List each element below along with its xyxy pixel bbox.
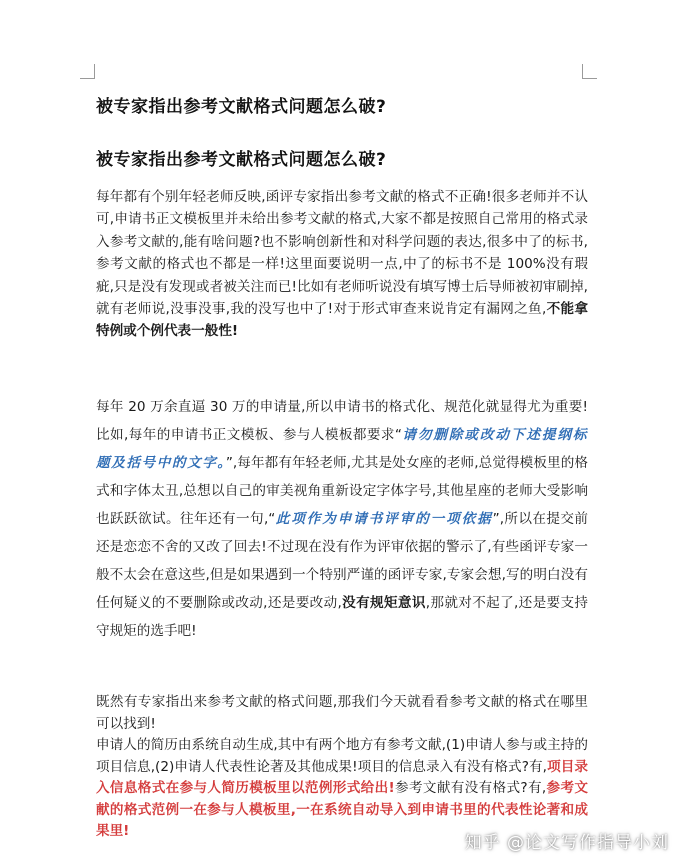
paragraph-1-bold: 不能拿特例或个例代表一般性! [96, 301, 589, 340]
crop-mark-top-right [582, 64, 597, 79]
paragraph-3-highlight-2: 参考文献的格式范例一在参与人模板里,一在系统自动导入到申请书里的代表性论著和成果里! [96, 780, 588, 839]
paragraph-2-text-d: ,那就对不起了,还是要支持守规矩的选手吧! [96, 595, 588, 639]
zhihu-watermark: 知乎 @论文写作指导小刘 [464, 833, 669, 853]
paragraph-1 [96, 186, 588, 343]
paragraph-3-text-a: 申请人的简历由系统自动生成,其中有两个地方有参考文献,(1)申请人参与或主持的项目信息,(2)申请人代表性论著及其他成果!项目的信息录入有没有格式?有, [96, 737, 588, 775]
paragraph-3-highlight-1: 项目录入信息格式在参与人简历模板里以范例形式给出! [96, 758, 589, 796]
paragraph-2-text-c: ”,所以在提交前还是恋恋不舍的又改了回去!不过现在没有作为评审依据的警示了,有些函评专家一般不太会在意这些,但是如果遇到一个特别严谨的函评专家,专家会想,写的明白没有任何疑义的不要删除或改动,还是要改动, [96, 511, 588, 611]
paragraph-2 [96, 393, 588, 645]
paragraph-3-text-b: 参考文献有没有格式?有, [394, 780, 547, 796]
paragraph-2-text-a: 每年 20 万余直逼 30 万的申请量,所以申请书的格式化、规范化就显得尤为重要!比如,每年的申请书正文模板、参与人模板都要求“ [96, 399, 588, 443]
paragraph-2-quote-2: 此项作为申请书评审的一项依据 [275, 511, 493, 527]
paragraph-2-quote-1: 请勿删除或改动下述提纲标题及括号中的文字。 [96, 427, 588, 471]
crop-mark-top-left [80, 64, 95, 79]
paragraph-3-intro: 既然有专家指出来参考文献的格式问题,那我们今天就看看参考文献的格式在哪里可以找到! [96, 694, 588, 732]
paragraph-1-text: 每年都有个别年轻老师反映,函评专家指出参考文献的格式不正确!很多老师并不认可,申请书正文模板里并未给出参考文献的格式,大家不都是按照自己常用的格式录入参考文献的,能有啥问题?也不影响创新性和对科学问题的表达,很多中了的标书,参考文献的格式也不都是一样!这里面要说明一点,中了的标书不是 100%没有瑕疵,只是没有发现或者被关注而已!比如有老师听说没有填写博士后导师被初审刷掉,就有老师说,没事没事,我的没写也中了!对于形式审查来说肯定有漏网之鱼, [96, 189, 588, 318]
paragraph-2-text-b: ”,每年都有年轻老师,尤其是处女座的老师,总觉得模板里的格式和字体太丑,总想以自己的审美视角重新设定字体字号,其他星座的老师大受影响也跃跃欲试。往年还有一句,“ [96, 455, 588, 527]
paragraph-3 [96, 692, 588, 843]
document-heading: 被专家指出参考文献格式问题怎么破? [96, 150, 387, 170]
paragraph-2-bold: 没有规矩意识 [341, 595, 426, 611]
document-title: 被专家指出参考文献格式问题怎么破? [96, 97, 387, 117]
paragraph-3-body [96, 735, 588, 843]
